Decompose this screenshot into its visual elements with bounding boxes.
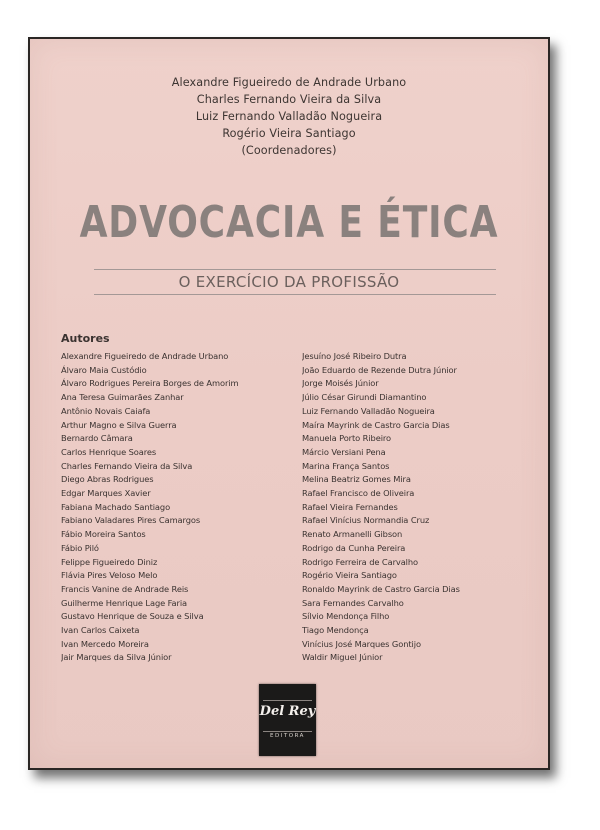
book-title: ADVOCACIA E ÉTICA	[79, 197, 499, 248]
author-name: Álvaro Maia Custódio	[61, 364, 147, 375]
author-name: Francis Vanine de Andrade Reis	[61, 583, 189, 594]
author-name: Gustavo Henrique de Souza e Silva	[61, 611, 204, 622]
author-name: Carlos Henrique Soares	[61, 446, 157, 457]
author-name: Waldir Miguel Júnior	[302, 652, 383, 663]
authors-list-left	[61, 350, 293, 665]
author-name: Ana Teresa Guimarães Zanhar	[61, 392, 184, 403]
author-name: Fabiano Valadares Pires Camargos	[61, 515, 201, 526]
author-name: Márcio Versiani Pena	[302, 446, 386, 457]
author-name: Rafael Vinícius Normandia Cruz	[302, 515, 430, 526]
author-name: Arthur Magno e Silva Guerra	[61, 419, 177, 430]
author-name: Fabiana Machado Santiago	[61, 501, 171, 512]
author-name: Fábio Piló	[61, 542, 99, 553]
author-name: Jair Marques da Silva Júnior	[61, 652, 172, 663]
author-name: Guilherme Henrique Lage Faria	[61, 597, 188, 608]
author-name: Edgar Marques Xavier	[61, 488, 151, 499]
author-name: Ivan Carlos Caixeta	[61, 625, 140, 636]
coordinator-name: Rogério Vieira Santiago	[222, 127, 356, 140]
author-name: Felippe Figueiredo Diniz	[61, 556, 158, 567]
author-name: Sílvio Mendonça Filho	[302, 611, 390, 622]
author-name: Ronaldo Mayrink de Castro Garcia Dias	[302, 583, 460, 594]
author-name: Marina França Santos	[302, 460, 390, 471]
authors-heading: Autores	[61, 332, 110, 345]
author-name: Melina Beatriz Gomes Mira	[302, 474, 411, 485]
book-subtitle: O EXERCÍCIO DA PROFISSÃO	[178, 273, 400, 291]
author-name: Vinícius José Marques Gontijo	[302, 638, 421, 649]
book-cover	[28, 37, 550, 770]
author-name: Luiz Fernando Valladão Nogueira	[302, 405, 435, 416]
author-name: Maíra Mayrink de Castro Garcia Dias	[302, 419, 450, 430]
author-name: Rodrigo da Cunha Pereira	[302, 542, 406, 553]
author-name: Jesuíno José Ribeiro Dutra	[302, 351, 407, 361]
author-name: João Eduardo de Rezende Dutra Júnior	[302, 364, 457, 375]
author-name: Fábio Moreira Santos	[61, 529, 146, 540]
publisher-logo	[259, 684, 316, 756]
author-name: Júlio César Girundi Diamantino	[302, 392, 427, 403]
author-name: Rogério Vieira Santiago	[302, 570, 397, 581]
author-name: Sara Fernandes Carvalho	[302, 597, 404, 608]
publisher-brand: Del Rey	[259, 704, 316, 719]
author-name: Alexandre Figueiredo de Andrade Urbano	[61, 351, 229, 361]
author-name: Bernardo Câmara	[61, 433, 133, 444]
author-name: Flávia Pires Veloso Melo	[61, 570, 158, 581]
title-divider-top	[94, 269, 496, 270]
coordinator-name: Charles Fernando Vieira da Silva	[196, 93, 382, 106]
author-name: Renato Armanelli Gibson	[302, 529, 403, 540]
author-name: Álvaro Rodrigues Pereira Borges de Amorim	[61, 378, 239, 389]
coordinator-name: Alexandre Figueiredo de Andrade Urbano	[171, 76, 407, 89]
coordinators-block	[30, 74, 548, 159]
author-name: Jorge Moisés Júnior	[302, 378, 379, 389]
author-name: Charles Fernando Vieira da Silva	[61, 460, 193, 471]
author-name: Manuela Porto Ribeiro	[302, 433, 392, 444]
author-name: Ivan Mercedo Moreira	[61, 638, 149, 649]
author-name: Diego Abras Rodrigues	[61, 474, 154, 485]
authors-list-right	[302, 350, 538, 665]
author-name: Rafael Francisco de Oliveira	[302, 488, 415, 499]
author-name: Rafael Vieira Fernandes	[302, 501, 398, 512]
author-name: Tiago Mendonça	[302, 625, 369, 636]
author-name: Rodrigo Ferreira de Carvalho	[302, 556, 419, 567]
author-name: Antônio Novais Caiafa	[61, 405, 151, 416]
coordinator-name: Luiz Fernando Valladão Nogueira	[195, 110, 383, 123]
coordinators-role: (Coordenadores)	[241, 144, 337, 157]
title-divider-bottom	[94, 294, 496, 295]
publisher-label: EDITORA	[270, 733, 305, 739]
